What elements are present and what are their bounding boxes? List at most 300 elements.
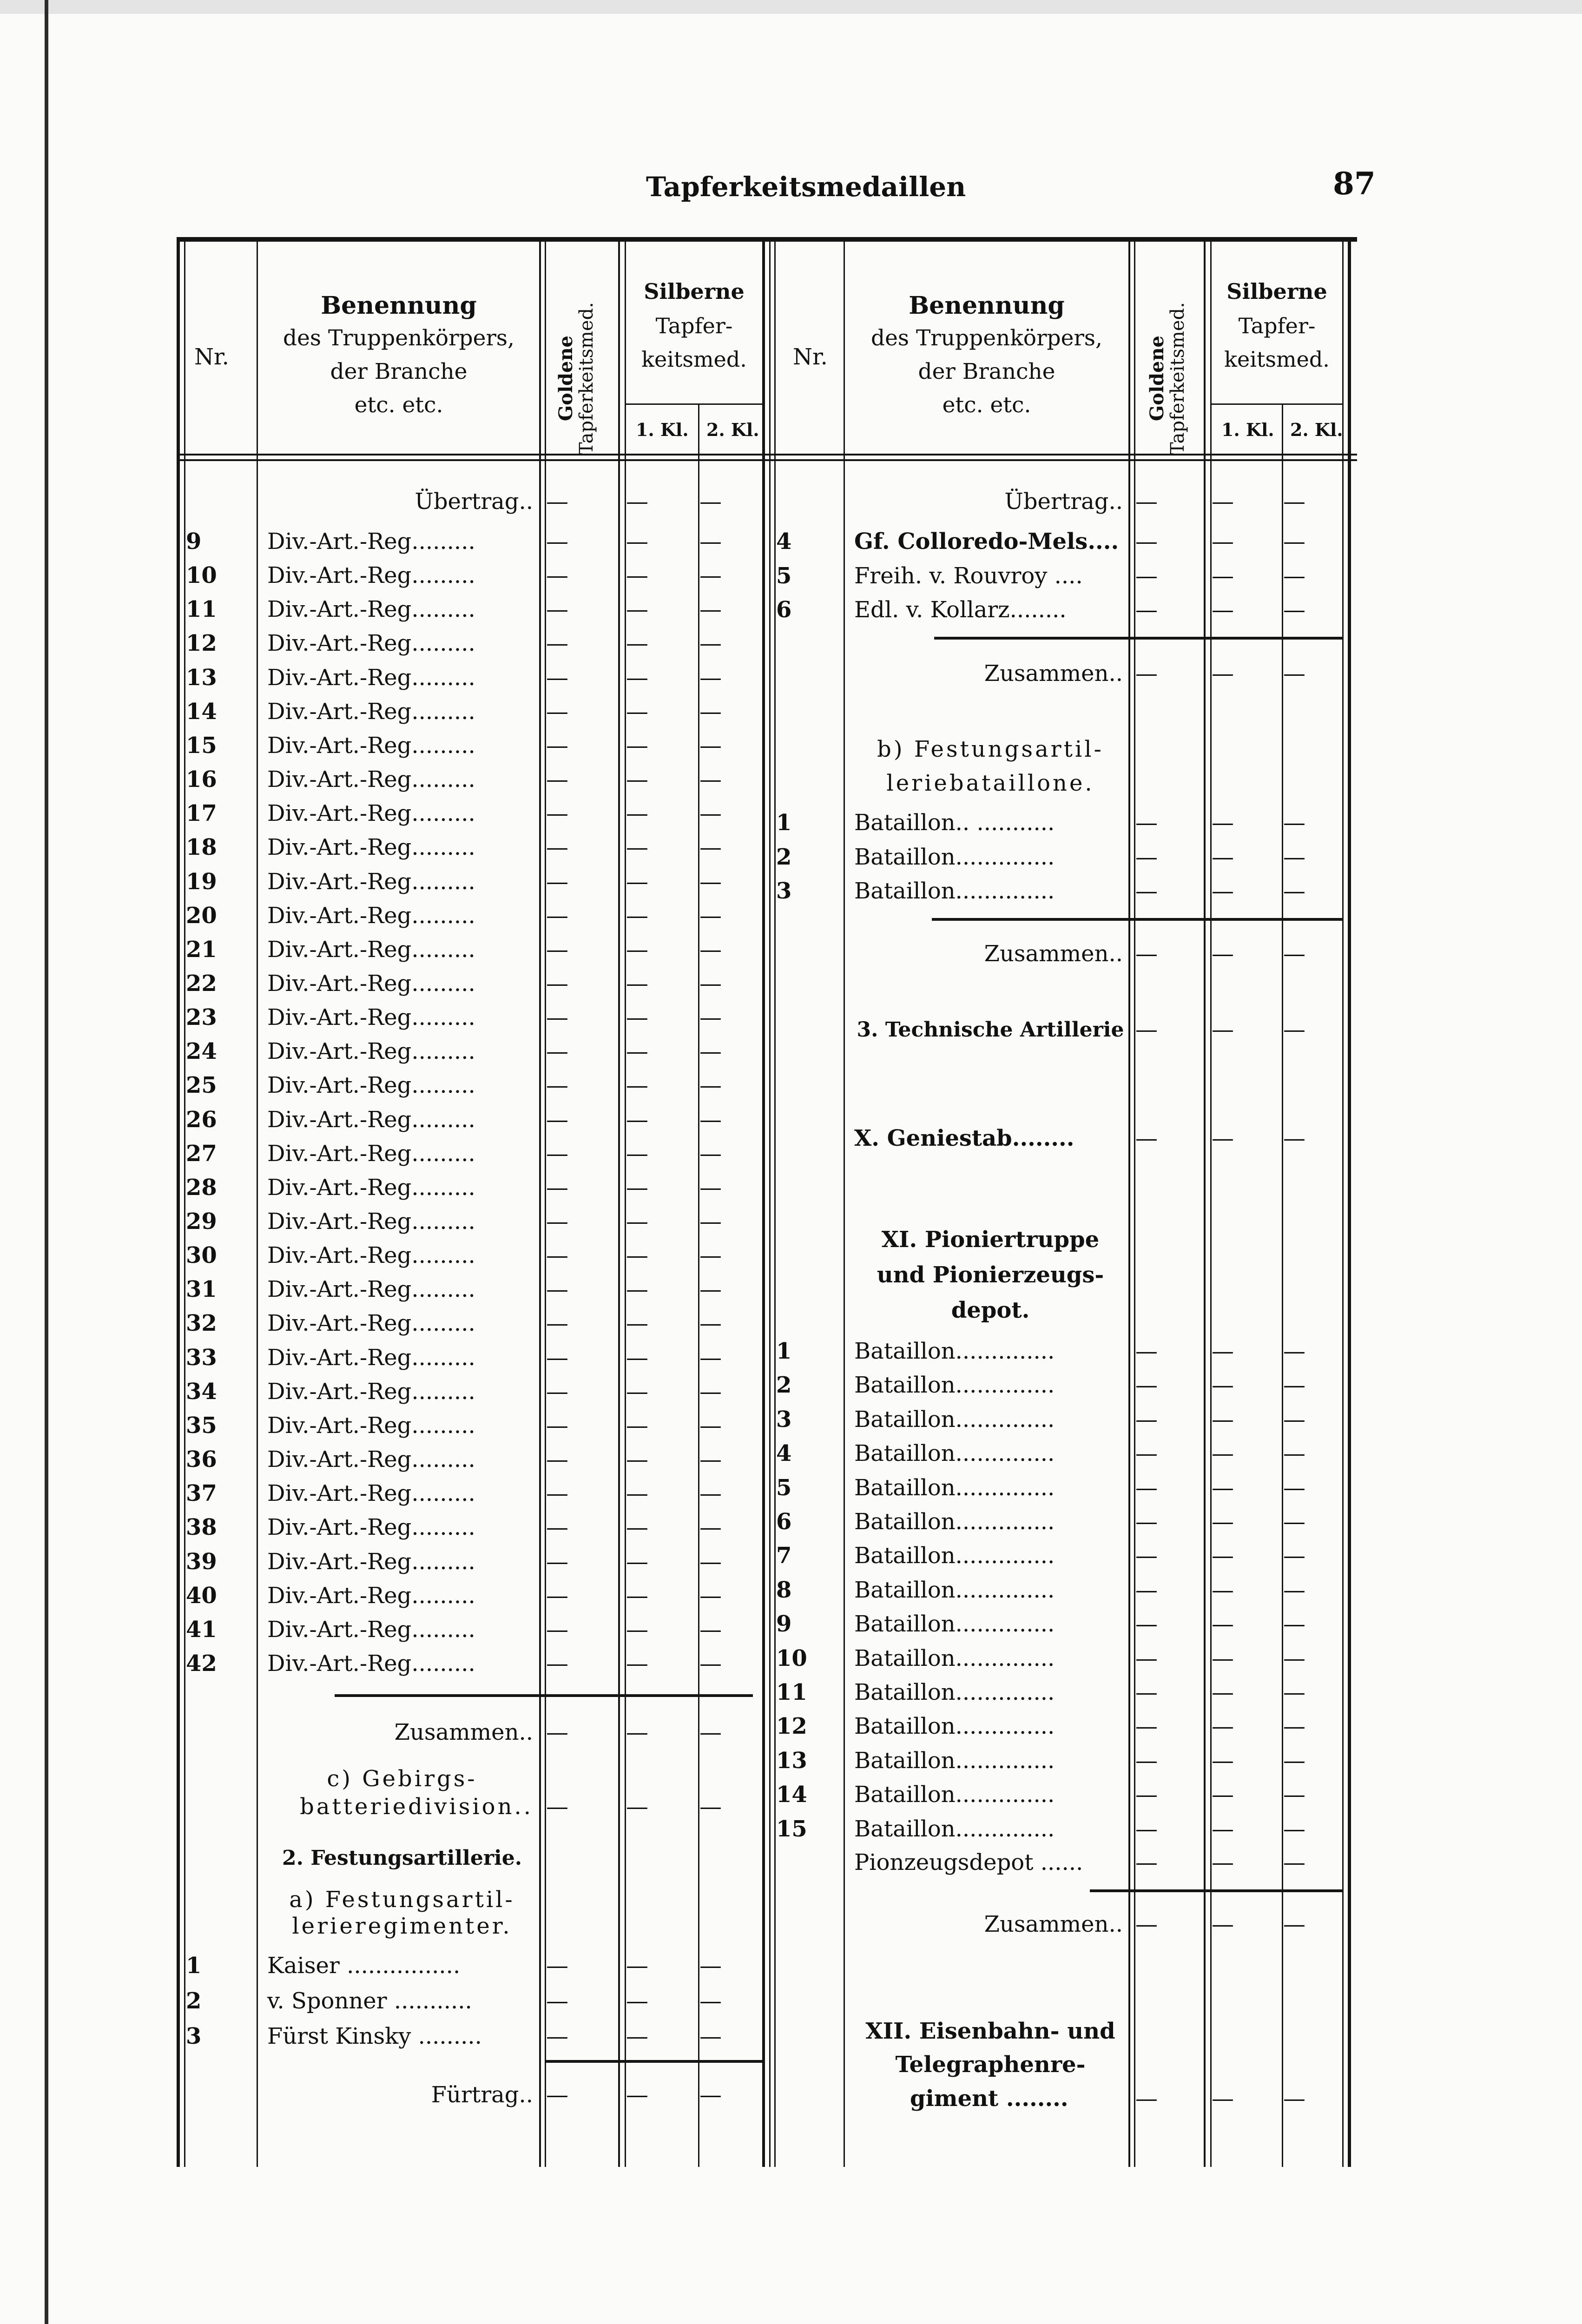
dash-cell: — bbox=[1283, 1713, 1305, 1740]
dash-cell: — bbox=[1283, 1911, 1305, 1937]
row-number: 6 bbox=[776, 1509, 792, 1535]
dash-cell: — bbox=[699, 1412, 722, 1439]
row-name: Bataillon.............. bbox=[854, 1713, 1055, 1740]
dash-cell: — bbox=[1135, 1713, 1158, 1740]
dash-cell: — bbox=[546, 2023, 568, 2049]
dash-cell: — bbox=[546, 800, 568, 827]
dash-cell: — bbox=[699, 800, 722, 827]
col-rule bbox=[844, 239, 845, 2167]
dash-cell: — bbox=[546, 596, 568, 623]
dash-cell: — bbox=[699, 732, 722, 759]
col-rule bbox=[618, 239, 620, 2167]
dash-cell: — bbox=[626, 1038, 648, 1065]
dash-cell: — bbox=[699, 562, 722, 589]
row-number: 2 bbox=[186, 1988, 202, 2014]
row-name: Gf. Colloredo-Mels.... bbox=[854, 528, 1119, 555]
row-number: 34 bbox=[186, 1378, 217, 1405]
dash-cell: — bbox=[1212, 878, 1234, 904]
dash-cell: — bbox=[699, 2023, 722, 2049]
row-number: 1 bbox=[776, 810, 792, 836]
dash-cell: — bbox=[1212, 1406, 1234, 1433]
dash-cell: — bbox=[1283, 1372, 1305, 1399]
dash-cell: — bbox=[626, 1953, 648, 1979]
dash-cell: — bbox=[1135, 810, 1158, 836]
col-rule bbox=[762, 239, 765, 2167]
col-header-benennung: Benennung bbox=[321, 291, 477, 320]
dash-cell: — bbox=[546, 868, 568, 895]
row-number: 32 bbox=[186, 1310, 217, 1337]
dash-cell: — bbox=[546, 698, 568, 725]
dash-cell: — bbox=[699, 1140, 722, 1167]
page-number: 87 bbox=[1333, 165, 1376, 202]
row-number: 9 bbox=[776, 1611, 792, 1637]
dash-cell: — bbox=[699, 1719, 722, 1745]
section-heading: leriebataillone. bbox=[886, 770, 1094, 796]
section-heading: a) Festungsartil- bbox=[289, 1887, 515, 1913]
row-number: 35 bbox=[186, 1412, 217, 1439]
dash-cell: — bbox=[1212, 1747, 1234, 1774]
dash-cell: — bbox=[546, 936, 568, 963]
row-name: Div.-Art.-Reg......... bbox=[267, 766, 475, 793]
dash-cell: — bbox=[1283, 1543, 1305, 1569]
summary-rule bbox=[932, 918, 1343, 921]
row-name: Div.-Art.-Reg......... bbox=[267, 1514, 475, 1541]
dash-cell: — bbox=[626, 1719, 648, 1745]
dash-cell: — bbox=[626, 2082, 648, 2108]
col-header-sub1: des Truppenkörpers, bbox=[283, 325, 514, 351]
dash-cell: — bbox=[1135, 1679, 1158, 1705]
dash-cell: — bbox=[1283, 1440, 1305, 1467]
dash-cell: — bbox=[546, 489, 568, 515]
row-name: Div.-Art.-Reg......... bbox=[267, 1412, 475, 1439]
dash-cell: — bbox=[546, 1038, 568, 1065]
dash-cell: — bbox=[1283, 878, 1305, 904]
row-name: Div.-Art.-Reg......... bbox=[267, 1242, 475, 1269]
row-name: Div.-Art.-Reg......... bbox=[267, 1480, 475, 1507]
section-heading: XII. Eisenbahn- und bbox=[865, 2018, 1115, 2044]
row-number: 28 bbox=[186, 1174, 217, 1201]
row-number: 5 bbox=[776, 1474, 792, 1501]
col-header-sub2: der Branche bbox=[330, 359, 468, 384]
row-name: Bataillon.............. bbox=[854, 1577, 1055, 1603]
row-name: Div.-Art.-Reg......... bbox=[267, 800, 475, 827]
dash-cell: — bbox=[1135, 1372, 1158, 1399]
dash-cell: — bbox=[1135, 844, 1158, 870]
dash-cell: — bbox=[546, 1650, 568, 1677]
dash-cell: — bbox=[1283, 810, 1305, 836]
row-name: Bataillon.............. bbox=[854, 1782, 1055, 1808]
row-name: Div.-Art.-Reg......... bbox=[267, 732, 475, 759]
ubertrag-label: Übertrag.. bbox=[415, 489, 533, 515]
dash-cell: — bbox=[699, 1650, 722, 1677]
dash-cell: — bbox=[1283, 1782, 1305, 1808]
zusammen-label: Zusammen.. bbox=[984, 660, 1123, 687]
dash-cell: — bbox=[1135, 2086, 1158, 2112]
row-number: 2 bbox=[776, 1372, 792, 1399]
dash-cell: — bbox=[1135, 1017, 1158, 1043]
row-name: Bataillon.. ........... bbox=[854, 810, 1055, 836]
row-number: 2 bbox=[776, 844, 792, 870]
dash-cell: — bbox=[1283, 1406, 1305, 1433]
dash-cell: — bbox=[626, 664, 648, 691]
dash-cell: — bbox=[699, 1242, 722, 1269]
col-rule bbox=[1128, 239, 1130, 2167]
page-gutter-line bbox=[45, 0, 48, 2324]
summary-rule bbox=[1090, 1889, 1343, 1892]
dash-cell: — bbox=[699, 630, 722, 657]
dash-cell: — bbox=[626, 1794, 648, 1820]
row-name: Div.-Art.-Reg......... bbox=[267, 1208, 475, 1235]
row-number: 4 bbox=[776, 1440, 792, 1467]
dash-cell: — bbox=[546, 1953, 568, 1979]
dash-cell: — bbox=[699, 2082, 722, 2108]
dash-cell: — bbox=[546, 1276, 568, 1303]
dash-cell: — bbox=[1283, 597, 1305, 623]
dash-cell: — bbox=[1283, 660, 1305, 687]
row-name: Div.-Art.-Reg......... bbox=[267, 630, 475, 657]
dash-cell: — bbox=[546, 1378, 568, 1405]
col-header-silberne: Silberne bbox=[644, 279, 745, 304]
dash-cell: — bbox=[626, 630, 648, 657]
dash-cell: — bbox=[1283, 1509, 1305, 1535]
row-number: 18 bbox=[186, 834, 217, 861]
row-name: Bataillon.............. bbox=[854, 1611, 1055, 1637]
dash-cell: — bbox=[1212, 1611, 1234, 1637]
dash-cell: — bbox=[626, 936, 648, 963]
dash-cell: — bbox=[699, 936, 722, 963]
row-number: 12 bbox=[776, 1713, 807, 1740]
dash-cell: — bbox=[626, 902, 648, 929]
dash-cell: — bbox=[1212, 528, 1234, 555]
dash-cell: — bbox=[1135, 1645, 1158, 1671]
dash-cell: — bbox=[546, 1344, 568, 1371]
dash-cell: — bbox=[1212, 1816, 1234, 1842]
dash-cell: — bbox=[699, 596, 722, 623]
dash-cell: — bbox=[626, 1650, 648, 1677]
dash-cell: — bbox=[1283, 1017, 1305, 1043]
row-number: 3 bbox=[186, 2023, 202, 2049]
dash-cell: — bbox=[626, 1514, 648, 1541]
dash-cell: — bbox=[1212, 1372, 1234, 1399]
dash-cell: — bbox=[1283, 528, 1305, 555]
dash-cell: — bbox=[546, 630, 568, 657]
dash-cell: — bbox=[699, 1038, 722, 1065]
dash-cell: — bbox=[1135, 1474, 1158, 1501]
dash-cell: — bbox=[699, 1794, 722, 1820]
col-header-benennung: Benennung bbox=[909, 291, 1065, 320]
row-number: 24 bbox=[186, 1038, 217, 1065]
dash-cell: — bbox=[1283, 2086, 1305, 2112]
row-number: 13 bbox=[776, 1747, 807, 1774]
col-rule bbox=[774, 239, 776, 2167]
row-name: Kaiser ................ bbox=[267, 1953, 461, 1979]
row-number: 10 bbox=[776, 1645, 807, 1671]
dash-cell: — bbox=[626, 1072, 648, 1099]
dash-cell: — bbox=[546, 1988, 568, 2014]
dash-cell: — bbox=[1212, 1543, 1234, 1569]
dash-cell: — bbox=[1135, 528, 1158, 555]
col-header-sub3: etc. etc. bbox=[354, 392, 443, 418]
dash-cell: — bbox=[546, 1412, 568, 1439]
dash-cell: — bbox=[546, 1794, 568, 1820]
dash-cell: — bbox=[546, 1514, 568, 1541]
dash-cell: — bbox=[626, 1004, 648, 1031]
dash-cell: — bbox=[699, 1310, 722, 1337]
dash-cell: — bbox=[1135, 1406, 1158, 1433]
col-header-kl1: 1. Kl. bbox=[1221, 419, 1274, 440]
dash-cell: — bbox=[1212, 489, 1234, 515]
dash-cell: — bbox=[546, 1719, 568, 1745]
dash-cell: — bbox=[626, 1310, 648, 1337]
dash-cell: — bbox=[1283, 1577, 1305, 1603]
row-number: 3 bbox=[776, 1406, 792, 1433]
row-number: 30 bbox=[186, 1242, 217, 1269]
dash-cell: — bbox=[1135, 941, 1158, 967]
dash-cell: — bbox=[626, 1412, 648, 1439]
dash-cell: — bbox=[699, 1174, 722, 1201]
row-number: 40 bbox=[186, 1582, 217, 1609]
dash-cell: — bbox=[1283, 1816, 1305, 1842]
zusammen-label: Zusammen.. bbox=[394, 1719, 533, 1745]
dash-cell: — bbox=[626, 1174, 648, 1201]
row-number: 1 bbox=[186, 1953, 202, 1979]
row-number: 41 bbox=[186, 1616, 217, 1643]
dash-cell: — bbox=[699, 1208, 722, 1235]
row-number: 21 bbox=[186, 936, 217, 963]
dash-cell: — bbox=[1212, 1338, 1234, 1364]
furtrag-label: Fürtrag.. bbox=[431, 2082, 533, 2108]
row-number: 25 bbox=[186, 1072, 217, 1099]
dash-cell: — bbox=[1135, 1543, 1158, 1569]
dash-cell: — bbox=[699, 766, 722, 793]
dash-cell: — bbox=[1135, 878, 1158, 904]
row-number: 10 bbox=[186, 562, 217, 589]
dash-cell: — bbox=[1135, 1611, 1158, 1637]
dash-cell: — bbox=[699, 868, 722, 895]
dash-cell: — bbox=[546, 1208, 568, 1235]
dash-cell: — bbox=[699, 489, 722, 515]
section-heading: und Pionierzeugs- bbox=[877, 1262, 1104, 1288]
dash-cell: — bbox=[626, 596, 648, 623]
dash-cell: — bbox=[546, 732, 568, 759]
dash-cell: — bbox=[546, 562, 568, 589]
dash-cell: — bbox=[546, 902, 568, 929]
row-name: Div.-Art.-Reg......... bbox=[267, 1548, 475, 1575]
dash-cell: — bbox=[546, 1174, 568, 1201]
col-header-kl1: 1. Kl. bbox=[636, 419, 689, 440]
row-name: Div.-Art.-Reg......... bbox=[267, 1344, 475, 1371]
dash-cell: — bbox=[699, 1446, 722, 1473]
dash-cell: — bbox=[699, 1953, 722, 1979]
row-number: 20 bbox=[186, 902, 217, 929]
zusammen-label: Zusammen.. bbox=[984, 941, 1123, 967]
kl-rule bbox=[625, 403, 762, 405]
zusammen-label: Zusammen.. bbox=[984, 1911, 1123, 1937]
row-number: 7 bbox=[776, 1543, 792, 1569]
dash-cell: — bbox=[626, 1582, 648, 1609]
row-name: Div.-Art.-Reg......... bbox=[267, 970, 475, 997]
row-name: Div.-Art.-Reg......... bbox=[267, 528, 475, 555]
table-right-border bbox=[1348, 239, 1351, 2167]
dash-cell: — bbox=[1283, 1611, 1305, 1637]
dash-cell: — bbox=[1135, 489, 1158, 515]
dash-cell: — bbox=[626, 970, 648, 997]
dash-cell: — bbox=[1212, 810, 1234, 836]
dash-cell: — bbox=[626, 562, 648, 589]
row-name: Bataillon.............. bbox=[854, 1372, 1055, 1399]
row-number: 23 bbox=[186, 1004, 217, 1031]
col-rule bbox=[769, 239, 771, 2167]
dash-cell: — bbox=[699, 1106, 722, 1133]
row-number: 9 bbox=[186, 528, 202, 555]
row-name: Edl. v. Kollarz........ bbox=[854, 597, 1067, 623]
section-heading: c) Gebirgs- bbox=[327, 1766, 477, 1792]
dash-cell: — bbox=[1135, 597, 1158, 623]
dash-cell: — bbox=[546, 1310, 568, 1337]
dash-cell: — bbox=[699, 1548, 722, 1575]
dash-cell: — bbox=[1212, 597, 1234, 623]
col-header-kl2: 2. Kl. bbox=[1290, 419, 1343, 440]
dash-cell: — bbox=[626, 868, 648, 895]
dash-cell: — bbox=[1135, 1338, 1158, 1364]
col-header-sub2: der Branche bbox=[918, 359, 1055, 384]
dash-cell: — bbox=[626, 1446, 648, 1473]
col-header-sub1: des Truppenkörpers, bbox=[871, 325, 1102, 351]
row-number: 3 bbox=[776, 878, 792, 904]
dash-cell: — bbox=[1283, 1679, 1305, 1705]
dash-cell: — bbox=[546, 664, 568, 691]
row-name: Div.-Art.-Reg......... bbox=[267, 834, 475, 861]
dash-cell: — bbox=[626, 2023, 648, 2049]
row-number: 14 bbox=[776, 1782, 807, 1808]
dash-cell: — bbox=[1212, 1577, 1234, 1603]
dash-cell: — bbox=[699, 528, 722, 555]
row-name: Div.-Art.-Reg......... bbox=[267, 1616, 475, 1643]
dash-cell: — bbox=[699, 1514, 722, 1541]
dash-cell: — bbox=[1283, 1747, 1305, 1774]
dash-cell: — bbox=[1283, 1474, 1305, 1501]
dash-cell: — bbox=[699, 698, 722, 725]
section-heading: 3. Technische Artillerie bbox=[857, 1017, 1124, 1042]
row-number: 11 bbox=[776, 1679, 807, 1705]
row-name: Div.-Art.-Reg......... bbox=[267, 664, 475, 691]
summary-rule bbox=[335, 1694, 753, 1697]
dash-cell: — bbox=[699, 1276, 722, 1303]
dash-cell: — bbox=[699, 1004, 722, 1031]
section-heading: 2. Festungsartillerie. bbox=[282, 1846, 522, 1870]
dash-cell: — bbox=[1212, 2086, 1234, 2112]
dash-cell: — bbox=[626, 1344, 648, 1371]
row-number: 1 bbox=[776, 1338, 792, 1364]
dash-cell: — bbox=[1283, 941, 1305, 967]
row-name: Div.-Art.-Reg......... bbox=[267, 1310, 475, 1337]
dash-cell: — bbox=[1283, 844, 1305, 870]
row-name: Div.-Art.-Reg......... bbox=[267, 1140, 475, 1167]
row-number: 39 bbox=[186, 1548, 217, 1575]
dash-cell: — bbox=[626, 1616, 648, 1643]
dash-cell: — bbox=[1135, 1440, 1158, 1467]
dash-cell: — bbox=[546, 1548, 568, 1575]
row-number: 19 bbox=[186, 868, 217, 895]
dash-cell: — bbox=[626, 800, 648, 827]
dash-cell: — bbox=[626, 698, 648, 725]
dash-cell: — bbox=[1135, 1782, 1158, 1808]
scan-top-edge bbox=[0, 0, 1582, 14]
dash-cell: — bbox=[1212, 1911, 1234, 1937]
dash-cell: — bbox=[626, 1242, 648, 1269]
row-number: 33 bbox=[186, 1344, 217, 1371]
dash-cell: — bbox=[1212, 1017, 1234, 1043]
dash-cell: — bbox=[546, 1582, 568, 1609]
col-header-goldene: Goldene Tapferkeitsmed. bbox=[1146, 302, 1188, 455]
row-name: Div.-Art.-Reg......... bbox=[267, 1378, 475, 1405]
row-name: Pionzeugsdepot ...... bbox=[854, 1849, 1083, 1875]
row-number: 38 bbox=[186, 1514, 217, 1541]
row-number: 22 bbox=[186, 970, 217, 997]
dash-cell: — bbox=[1212, 1849, 1234, 1875]
dash-cell: — bbox=[546, 1480, 568, 1507]
dash-cell: — bbox=[626, 1140, 648, 1167]
dash-cell: — bbox=[1135, 1577, 1158, 1603]
section-heading: Telegraphenre- bbox=[895, 2052, 1086, 2078]
row-name: Div.-Art.-Reg......... bbox=[267, 1072, 475, 1099]
row-name: Bataillon.............. bbox=[854, 1543, 1055, 1569]
row-name: Bataillon.............. bbox=[854, 1406, 1055, 1433]
row-name: Bataillon.............. bbox=[854, 1474, 1055, 1501]
ubertrag-label: Übertrag.. bbox=[1004, 489, 1123, 515]
table-top-rule bbox=[177, 237, 1357, 242]
table-left-border-inner bbox=[184, 239, 185, 2167]
row-name: Div.-Art.-Reg......... bbox=[267, 1106, 475, 1133]
row-name: v. Sponner ........... bbox=[267, 1988, 472, 2014]
row-number: 29 bbox=[186, 1208, 217, 1235]
row-name: Div.-Art.-Reg......... bbox=[267, 1038, 475, 1065]
row-name: Div.-Art.-Reg......... bbox=[267, 596, 475, 623]
row-name: Fürst Kinsky ......... bbox=[267, 2023, 482, 2049]
dash-cell: — bbox=[1135, 1911, 1158, 1937]
row-number: 15 bbox=[186, 732, 217, 759]
dash-cell: — bbox=[546, 1616, 568, 1643]
dash-cell: — bbox=[1212, 1125, 1234, 1151]
col-rule bbox=[539, 239, 541, 2167]
row-name: Div.-Art.-Reg......... bbox=[267, 1004, 475, 1031]
col-rule bbox=[257, 239, 258, 2167]
dash-cell: — bbox=[1212, 1440, 1234, 1467]
dash-cell: — bbox=[626, 1276, 648, 1303]
row-number: 37 bbox=[186, 1480, 217, 1507]
row-name: Freih. v. Rouvroy .... bbox=[854, 562, 1083, 589]
dash-cell: — bbox=[546, 766, 568, 793]
row-number: 27 bbox=[186, 1140, 217, 1167]
row-number: 31 bbox=[186, 1276, 217, 1303]
dash-cell: — bbox=[1283, 562, 1305, 589]
dash-cell: — bbox=[699, 1988, 722, 2014]
dash-cell: — bbox=[546, 834, 568, 861]
dash-cell: — bbox=[1212, 1474, 1234, 1501]
col-header-kl2: 2. Kl. bbox=[706, 419, 759, 440]
dash-cell: — bbox=[546, 528, 568, 555]
row-number: 13 bbox=[186, 664, 217, 691]
row-name: Div.-Art.-Reg......... bbox=[267, 902, 475, 929]
row-name: Bataillon.............. bbox=[854, 1679, 1055, 1705]
row-name: Div.-Art.-Reg......... bbox=[267, 868, 475, 895]
dash-cell: — bbox=[1135, 1849, 1158, 1875]
section-heading: XI. Pioniertruppe bbox=[881, 1227, 1100, 1253]
dash-cell: — bbox=[699, 1072, 722, 1099]
running-title: Tapferkeitsmedaillen bbox=[646, 171, 966, 203]
section-heading: batteriedivision.. bbox=[300, 1794, 533, 1820]
dash-cell: — bbox=[1212, 1679, 1234, 1705]
